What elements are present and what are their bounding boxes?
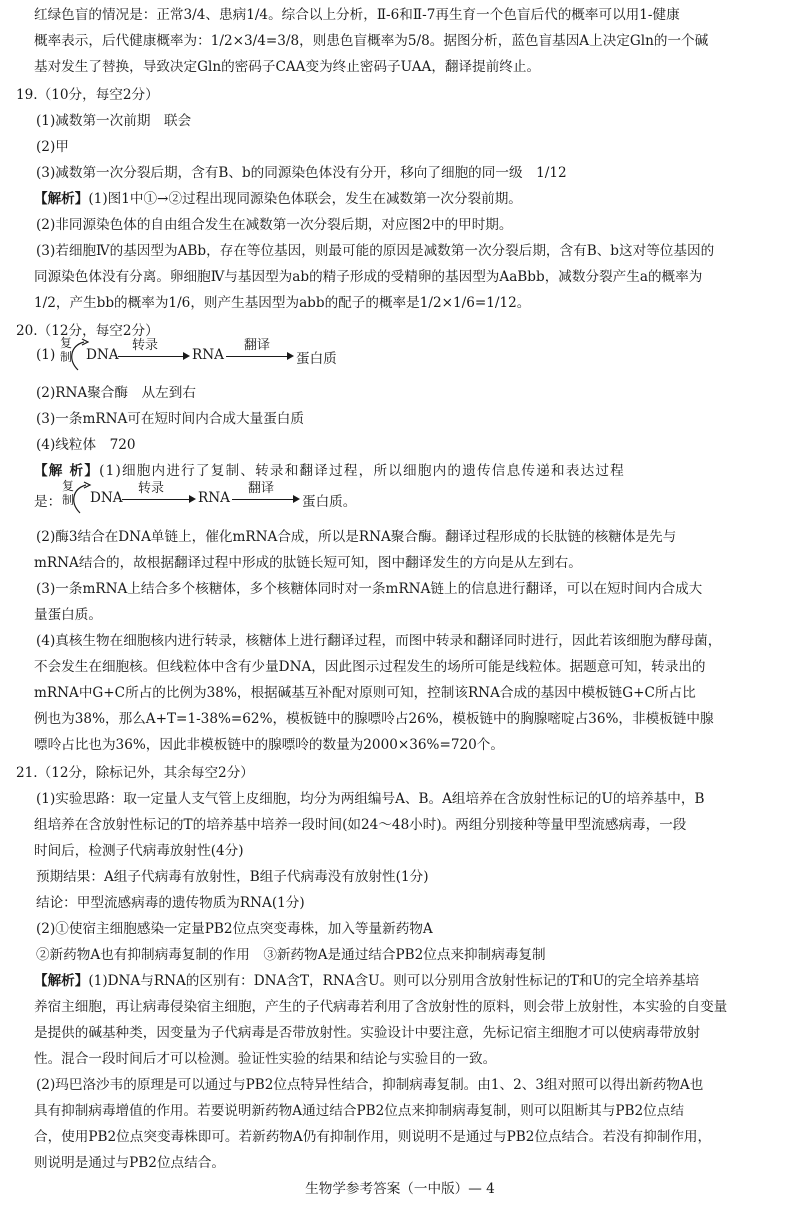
answer-20-4: (4)线粒体 720 xyxy=(36,437,136,453)
translate-label: 翻译 xyxy=(248,481,275,496)
central-dogma-diagram-2 xyxy=(34,478,374,522)
protein-label: 蛋白质 xyxy=(296,351,337,367)
dna-label: DNA xyxy=(90,490,123,506)
answer-21-1: 时间后，检测子代病毒放射性(4分) xyxy=(34,843,244,859)
analysis-21-line: 是提供的碱基种类，因变量为子代病毒是否带放射性。实验设计中要注意，先标记宿主细胞才可以使病毒带放射 xyxy=(34,1025,701,1041)
translate-label: 翻译 xyxy=(244,338,271,353)
analysis-20-line: mRNA结合的，故根据翻译过程中形成的肽链长短可知，图中翻译发生的方向是从左到右。 xyxy=(34,555,582,571)
answer-21-1: 组培养在含放射性标记的T的培养基中培养一段时间(如24～48小时)。两组分别接种等量甲型流感病毒，一段 xyxy=(34,817,687,833)
answer-20-3: (3)一条mRNA可在短时间内合成大量蛋白质 xyxy=(36,411,304,427)
answer-19-1: (1)减数第一次前期 联会 xyxy=(36,113,192,129)
answer-19-3: (3)减数第一次分裂后期，含有B、b的同源染色体没有分开，移向了细胞的同一级 1/12 xyxy=(36,165,567,181)
question-20-heading: 20.（12分，每空2分） xyxy=(16,323,159,339)
replication-label: 复制 xyxy=(60,336,73,364)
analysis-20-line: 例也为38%，那么A+T=1-38%=62%，模板链中的腺嘌呤占26%，模板链中的胸腺嘧啶占36%，非模板链中腺 xyxy=(34,711,714,727)
analysis-21-line: 则说明是通过与PB2位点结合。 xyxy=(34,1155,225,1171)
analysis-20-line: (4)真核生物在细胞核内进行转录，核糖体上进行翻译过程，而图中转录和翻译同时进行，因此若该细胞为酵母菌， xyxy=(36,633,722,649)
answer-19-2: (2)甲 xyxy=(36,139,69,155)
diagram-prefix: 是： xyxy=(34,494,62,510)
rna-label: RNA xyxy=(192,347,224,363)
analysis-20-line: 量蛋白质。 xyxy=(34,607,102,623)
transcribe-label: 转录 xyxy=(132,338,159,353)
transcribe-arrow xyxy=(122,499,194,500)
page-footer: 生物学参考答案（一中版）— 4 xyxy=(305,1181,495,1197)
analysis-20-line: 不会发生在细胞核。但线粒体中含有少量DNA，因此图示过程发生的场所可能是线粒体。据题意可知，转录出的 xyxy=(34,659,706,675)
analysis-19-line: 同源染色体没有分离。卵细胞Ⅳ与基因型为ab的精子形成的受精卵的基因型为AaBbb，减数分裂产生a的概率为 xyxy=(34,269,703,285)
answer-21-result: 预期结果：A组子代病毒有放射性，B组子代病毒没有放射性(1分) xyxy=(36,869,429,885)
analysis-21-line: 性。混合一段时间后才可以检测。验证性实验的结果和结论与实验目的一致。 xyxy=(34,1051,497,1067)
analysis-19-line: (3)若细胞Ⅳ的基因型为ABb，存在等位基因，则最可能的原因是减数第一次分裂后期，含有B、b这对等位基因的 xyxy=(36,243,715,259)
analysis-20-line: mRNA中G+C所占的比例为38%，根据碱基互补配对原则可知，控制该RNA合成的基因中模板链G+C所占比 xyxy=(34,685,696,701)
replication-label: 复制 xyxy=(62,479,75,507)
transcribe-label: 转录 xyxy=(138,481,165,496)
analysis-21-line: 养宿主细胞，再让病毒侵染宿主细胞，产生的子代病毒若利用了含放射性的原料，则会带上放射性，本实验的自变量 xyxy=(34,999,728,1015)
answer-21-2: (2)①使宿主细胞感染一定量PB2位点突变毒株，加入等量新药物A xyxy=(36,921,433,937)
translate-arrow xyxy=(232,499,298,500)
diagram-prefix: (1) xyxy=(36,347,56,363)
analysis-label: 【解析】 xyxy=(34,191,89,207)
analysis-20-line: (2)酶3结合在DNA单链上，催化mRNA合成，所以是RNA聚合酶。翻译过程形成的长肽链的核糖体是先与 xyxy=(36,529,677,545)
answer-21-conclusion: 结论：甲型流感病毒的遗传物质为RNA(1分) xyxy=(36,895,305,911)
analysis-19-line: 【解析】(1)图1中①→②过程出现同源染色体联会，发生在减数第一次分裂前期。 xyxy=(34,191,522,207)
text-line: 基对发生了替换，导致决定Gln的密码子CAA变为终止密码子UAA，翻译提前终止。 xyxy=(34,59,541,75)
central-dogma-diagram xyxy=(36,336,356,380)
answer-21-2: ②新药物A也有抑制病毒复制的作用 ③新药物A是通过结合PB2位点来抑制病毒复制 xyxy=(36,947,546,963)
analysis-19-line: 1/2，产生bb的概率为1/6，则产生基因型为abb的配子的概率是1/2×1/6=1/12。 xyxy=(34,295,531,311)
analysis-21-line: 具有抑制病毒增值的作用。若要说明新药物A通过结合PB2位点来抑制病毒复制，则可以阻断其与PB2位点结 xyxy=(34,1103,684,1119)
transcribe-arrow xyxy=(118,356,188,357)
analysis-21-line: 【解析】(1)DNA与RNA的区别有：DNA含T，RNA含U。则可以分别用含放射性标记的T和U的完全培养基培 xyxy=(34,973,700,989)
answer-21-1: (1)实验思路：取一定量人支气管上皮细胞，均分为两组编号A、B。A组培养在含放射性标记的U的培养基中，B xyxy=(36,791,705,807)
analysis-label: 【解 析】 xyxy=(34,463,100,479)
analysis-20-line: (3)一条mRNA上结合多个核糖体，多个核糖体同时对一条mRNA链上的信息进行翻译，可以在短时间内合成大 xyxy=(36,581,703,597)
protein-label: 蛋白质。 xyxy=(302,494,357,510)
text-line: 红绿色盲的情况是：正常3/4、患病1/4。综合以上分析，Ⅱ-6和Ⅱ-7再生育一个色盲后代的概率可以用1-健康 xyxy=(34,7,680,23)
dna-label: DNA xyxy=(86,347,119,363)
text-line: 概率表示，后代健康概率为：1/2×3/4=3/8，则患色盲概率为5/8。据图分析，蓝色盲基因A上决定Gln的一个碱 xyxy=(34,33,709,49)
translate-arrow xyxy=(226,356,292,357)
question-19-heading: 19.（10分，每空2分） xyxy=(16,87,159,103)
question-21-heading: 21.（12分，除标记外，其余每空2分） xyxy=(16,765,254,781)
analysis-19-line: (2)非同源染色体的自由组合发生在减数第一次分裂后期，对应图2中的甲时期。 xyxy=(36,217,513,233)
answer-20-2: (2)RNA聚合酶 从左到右 xyxy=(36,385,196,401)
analysis-21-line: (2)玛巴洛沙韦的原理是可以通过与PB2位点特异性结合，抑制病毒复制。由1、2、3组对照可以得出新药物A也 xyxy=(36,1077,704,1093)
analysis-20-line: 【解 析】(1)细胞内进行了复制、转录和翻译过程，所以细胞内的遗传信息传递和表达过程 xyxy=(34,463,625,479)
analysis-20-line: 嘌呤占比也为36%，因此非模板链中的腺嘌呤的数量为2000×36%=720个。 xyxy=(34,737,504,753)
analysis-21-line: 合，使用PB2位点突变毒株即可。若新药物A仍有抑制作用，则说明不是通过与PB2位点结合。若没有抑制作用， xyxy=(34,1129,712,1145)
analysis-label: 【解析】 xyxy=(34,973,89,989)
rna-label: RNA xyxy=(198,490,230,506)
